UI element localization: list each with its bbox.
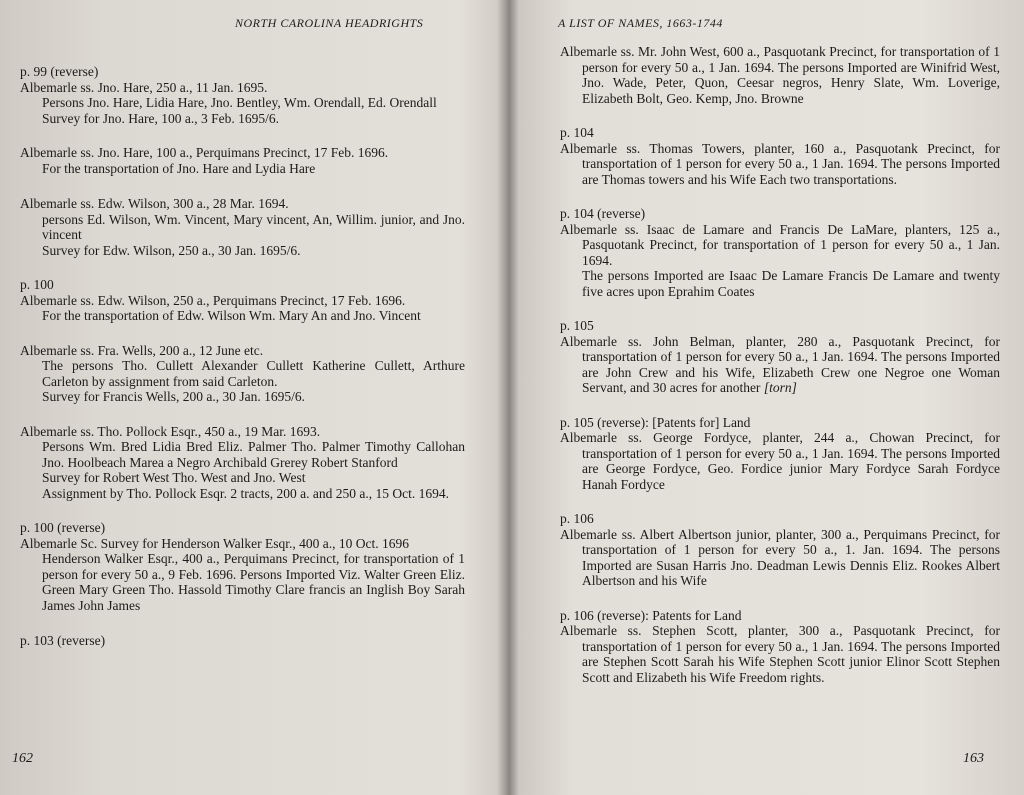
entry-line: Assignment by Tho. Pollock Esqr. 2 tracts, 200 a. and 250 a., 15 Oct. 1694. bbox=[42, 485, 449, 501]
right-page bbox=[512, 0, 1024, 795]
entry bbox=[20, 633, 465, 649]
entry bbox=[20, 520, 465, 613]
entry-line: Survey for Edw. Wilson, 250 a., 30 Jan. 1695/6. bbox=[42, 242, 301, 258]
entry-line: For the transportation of Edw. Wilson Wm. Mary An and Jno. Vincent bbox=[42, 308, 421, 323]
entry bbox=[20, 145, 465, 176]
entry bbox=[20, 343, 465, 405]
entry-line: Persons Jno. Hare, Lidia Hare, Jno. Bentley, Wm. Orendall, Ed. Orendall bbox=[42, 95, 437, 110]
page-reference: p. 106 bbox=[560, 511, 594, 526]
entry-line: Albemarle ss. Tho. Pollock Esqr., 450 a., 19 Mar. 1693. bbox=[20, 423, 321, 439]
entry-line: Survey for Jno. Hare, 100 a., 3 Feb. 1695/6. bbox=[42, 110, 279, 126]
page-reference: p. 105 (reverse): [Patents for] Land bbox=[560, 414, 751, 430]
entry bbox=[560, 318, 1000, 396]
entry-line: Albemarle ss. Fra. Wells, 200 a., 12 June etc. bbox=[20, 342, 264, 358]
page-reference: p. 104 bbox=[560, 125, 594, 140]
page-reference: p. 100 bbox=[20, 277, 54, 292]
entry-line: Albemarle ss. George Fordyce, planter, 244 a., Chowan Precinct, for transportation of 1 person for every 50 a., 1 Jan. 1694. The persons Imported are George Fordyce, Geo. Fordice junior Mary Fordyce Sarah Fordyce Hanah Fordyce bbox=[560, 430, 1000, 492]
page-reference: p. 106 (reverse): Patents for Land bbox=[560, 607, 742, 623]
entry-line: Albemarle ss. Stephen Scott, planter, 300 a., Pasquotank Precinct, for transportation of 1 person for every 50 a., 1 Jan. 1694. The persons Imported are Stephen Scott Sarah his Wife Stephen Scott junior Elinor Scott Stephen Scott and Elizabeth his Wife Freedom rights. bbox=[560, 623, 1000, 685]
page-reference: p. 103 (reverse) bbox=[20, 633, 106, 648]
entry-line: Albemarle ss. Thomas Towers, planter, 160 a., Pasquotank Precinct, for transportation of 1 person for every 50 a., 1 Jan. 1694. The persons Imported are Thomas towers and his Wife Each two transportations. bbox=[560, 140, 1000, 187]
entry bbox=[560, 125, 1000, 187]
entry-line: Persons Wm. Bred Lidia Bred Eliz. Palmer Tho. Palmer Timothy Callohan Jno. Hoolbeach Marea a Negro Archibald Grerey Robert Stanford bbox=[42, 439, 465, 470]
entry-line: The persons Tho. Cullett Alexander Cullett Katherine Cullett, Arthure Carleton by assignment from said Carleton. bbox=[42, 358, 465, 389]
page-reference: p. 105 bbox=[560, 318, 594, 333]
entry bbox=[560, 415, 1000, 493]
entry-line: persons Ed. Wilson, Wm. Vincent, Mary vincent, An, Willim. junior, and Jno. vincent bbox=[42, 211, 465, 242]
entry bbox=[560, 44, 1000, 106]
entry-line: Albemarle ss. Isaac de Lamare and Francis De LaMare, planters, 125 a., Pasquotank Precinct, for transportation of 1 person for every 50 a., 1 Jan. 1694. bbox=[560, 221, 1000, 268]
entry-line: The persons Imported are Isaac De Lamare Francis De Lamare and twenty five acres upon Eprahim Coates bbox=[582, 268, 1000, 299]
running-head-right: A LIST OF NAMES, 1663-1744 bbox=[558, 16, 723, 30]
entry-line: Survey for Francis Wells, 200 a., 30 Jan. 1695/6. bbox=[42, 389, 306, 404]
torn-note: [torn] bbox=[763, 380, 797, 395]
page-reference: p. 100 (reverse) bbox=[20, 520, 106, 535]
entry bbox=[560, 206, 1000, 299]
entry-line bbox=[560, 334, 1000, 396]
entry-line: Survey for Robert West Tho. West and Jno. West bbox=[42, 470, 306, 485]
entry-line: Albemarle ss. Albert Albertson junior, planter, 300 a., Perquimans Precinct, for transportation of 1 person for every 50 a., 1. Jan. 1694. The persons Imported are Susan Harris Jno. Deadman Lewis Dennis Eliz. Rookes Albert Albertson and his Wife bbox=[560, 526, 1000, 588]
entry-line: For the transportation of Jno. Hare and Lydia Hare bbox=[42, 160, 316, 176]
running-head-left: NORTH CAROLINA HEADRIGHTS bbox=[235, 16, 424, 30]
entry-line: Albemarle Sc. Survey for Henderson Walker Esqr., 400 a., 10 Oct. 1696 bbox=[20, 535, 409, 551]
page-reference: p. 104 (reverse) bbox=[560, 206, 646, 221]
page-number-left: 162 bbox=[12, 751, 33, 766]
entry-text: Albemarle ss. John Belman, planter, 280 a., Pasquotank Precinct, for transportation of 1 person for every 50 a., 1 Jan. 1694. The persons Imported are John Crew and his Wife, Elizabeth Crew one Negroe one Woman Servant, and 30 acres for another bbox=[560, 333, 1000, 395]
entry-line: Henderson Walker Esqr., 400 a., Perquimans Precinct, for transportation of 1 person for every 50 a., 9 Feb. 1696. Persons Imported Viz. Walter Green Eliz. Green Mary Green Tho. Hassold Timothy Clare francis an Inglish Boy Sarah James John James bbox=[42, 551, 465, 613]
entry-line: Albemarle ss. Jno. Hare, 250 a., 11 Jan. 1695. bbox=[20, 79, 268, 95]
entry-line: Albemarle ss. Mr. John West, 600 a., Pasquotank Precinct, for transportation of 1 person for every 50 a., 1 Jan. 1694. The persons Imported are Winifrid West, Jno. Wade, Peter, Quon, Ceesar negros, Henry Slate, Wm. Loverige, Elizabeth Bolt, Geo. Kemp, Jno. Browne bbox=[560, 44, 1000, 106]
entry bbox=[20, 64, 465, 126]
page-number-right: 163 bbox=[963, 751, 984, 766]
entry bbox=[20, 196, 465, 258]
left-entries bbox=[20, 64, 465, 668]
entry-line: Albemarle ss. Edw. Wilson, 300 a., 28 Mar. 1694. bbox=[20, 196, 289, 211]
entry-line: Albemarle ss. Edw. Wilson, 250 a., Perquimans Precinct, 17 Feb. 1696. bbox=[20, 292, 406, 308]
page-reference: p. 99 (reverse) bbox=[20, 64, 99, 79]
left-page bbox=[0, 0, 505, 795]
right-entries bbox=[560, 44, 1000, 704]
entry bbox=[560, 608, 1000, 686]
entry bbox=[560, 511, 1000, 589]
entry-line: Albemarle ss. Jno. Hare, 100 a., Perquimans Precinct, 17 Feb. 1696. bbox=[20, 145, 389, 160]
entry bbox=[20, 277, 465, 324]
entry bbox=[20, 424, 465, 502]
